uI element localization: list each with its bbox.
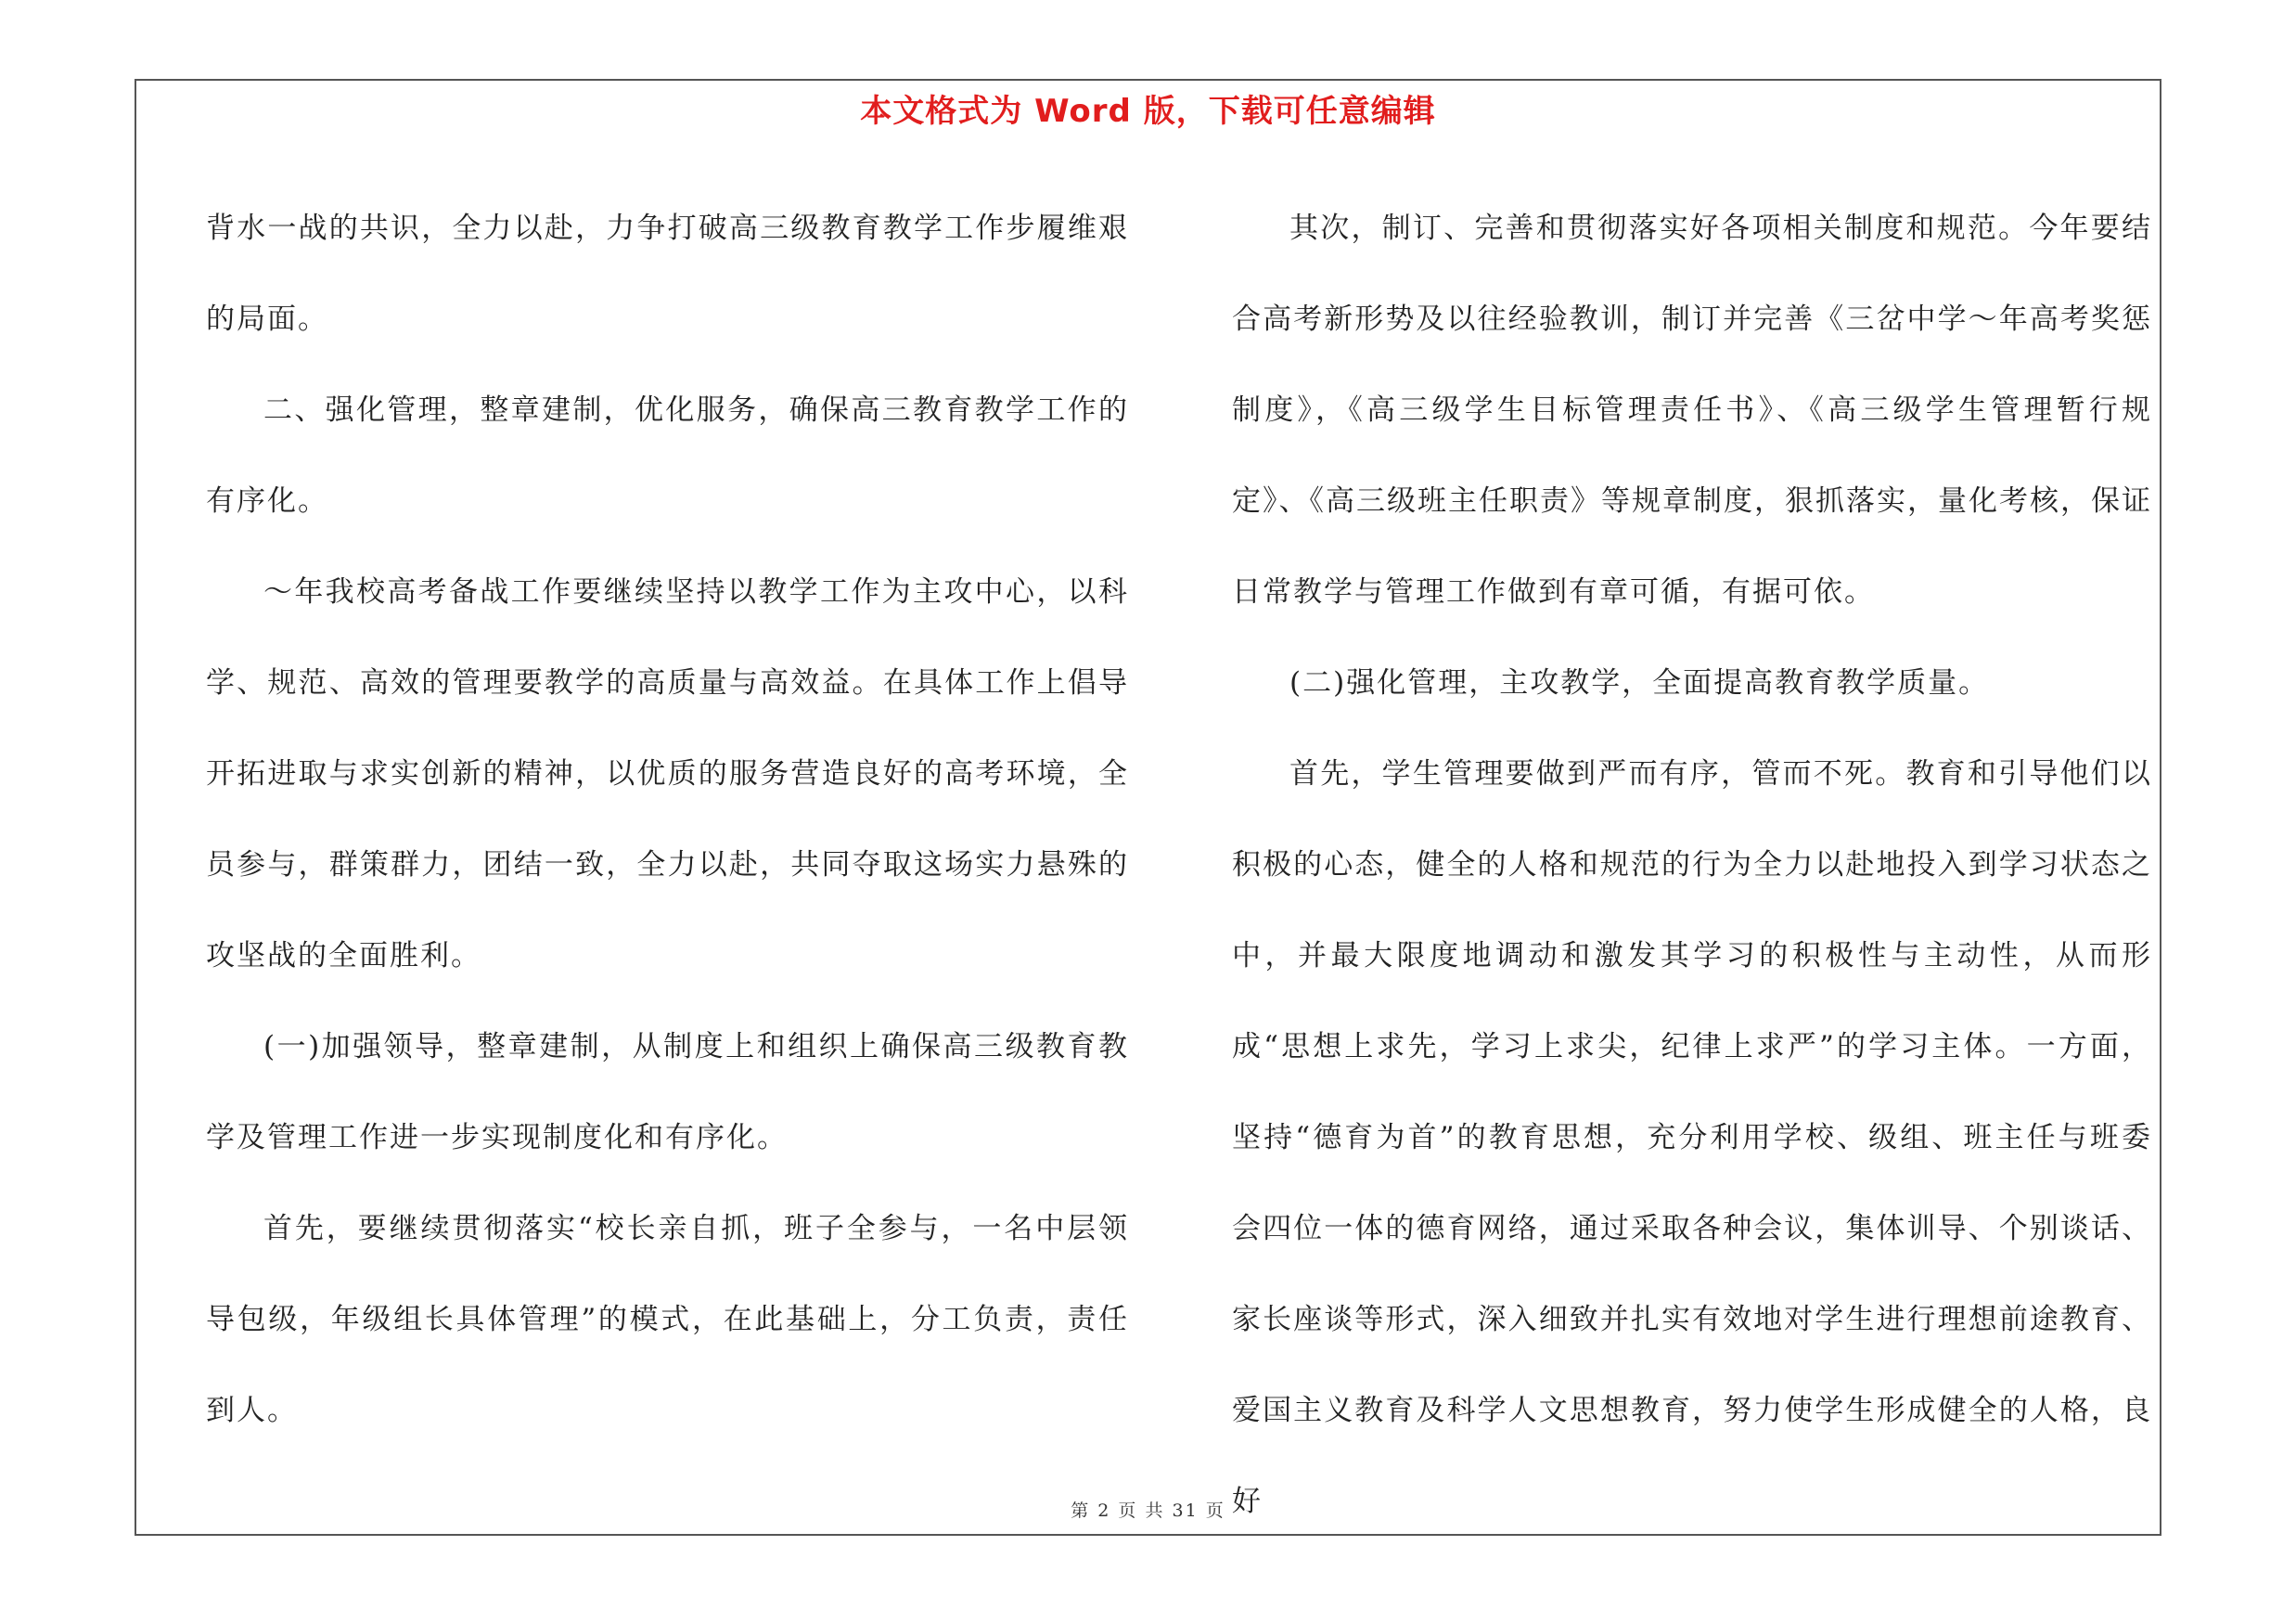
paragraph: 首先，要继续贯彻落实“校长亲自抓，班子全参与，一名中层领导包级，年级组长具体管理”的模式，在此基础上，分工负责，责任到人。 xyxy=(206,1212,1129,1427)
paragraph: 首先，学生管理要做到严而有序，管而不死。教育和引导他们以积极的心态，健全的人格和规范的行为全力以赴地投入到学习状态之中，并最大限度地调动和激发其学习的积极性与主动性，从而形成“思想上求先，学习上求尖，纪律上求严”的学习主体。一方面，坚持“德育为首”的教育思想，充分利用学校、级组、班主任与班委会四位一体的德育网络，通过采取各种会议，集体训导、个别谈话、家长座谈等形式，深入细致并扎实有效地对学生进行理想前途教育、爱国主义教育及科学人文思想教育，努力使学生形成健全的人格，良好 xyxy=(1232,757,2152,1518)
section-heading: 二、强化管理，整章建制，优化服务，确保高三教育教学工作的有序化。 xyxy=(206,393,1129,518)
subsection-heading: (一)加强领导，整章建制，从制度上和组织上确保高三级教育教学及管理工作进一步实现制度化和有序化。 xyxy=(206,1030,1129,1154)
paragraph: ～年我校高考备战工作要继续坚持以教学工作为主攻中心，以科学、规范、高效的管理要教学的高质量与高效益。在具体工作上倡导开拓进取与求实创新的精神，以优质的服务营造良好的高考环境，全员参与，群策群力，团结一致，全力以赴，共同夺取这场实力悬殊的攻坚战的全面胜利。 xyxy=(206,575,1129,973)
page-number: 第 2 页 共 31 页 xyxy=(1071,1501,1225,1521)
left-column xyxy=(206,183,1129,1456)
format-banner: 本文格式为 Word 版，下载可任意编辑 xyxy=(860,93,1436,130)
right-column xyxy=(1232,183,2152,1547)
subsection-heading: (二)强化管理，主攻教学，全面提高教育教学质量。 xyxy=(1289,666,1990,700)
paragraph: 背水一战的共识，全力以赴，力争打破高三级教育教学工作步履维艰的局面。 xyxy=(206,212,1129,336)
paragraph: 其次，制订、完善和贯彻落实好各项相关制度和规范。今年要结合高考新形势及以往经验教训，制订并完善《三岔中学～年高考奖惩制度》，《高三级学生目标管理责任书》、《高三级学生管理暂行规定》、《高三级班主任职责》等规章制度，狠抓落实，量化考核，保证日常教学与管理工作做到有章可循，有据可依。 xyxy=(1232,212,2152,609)
